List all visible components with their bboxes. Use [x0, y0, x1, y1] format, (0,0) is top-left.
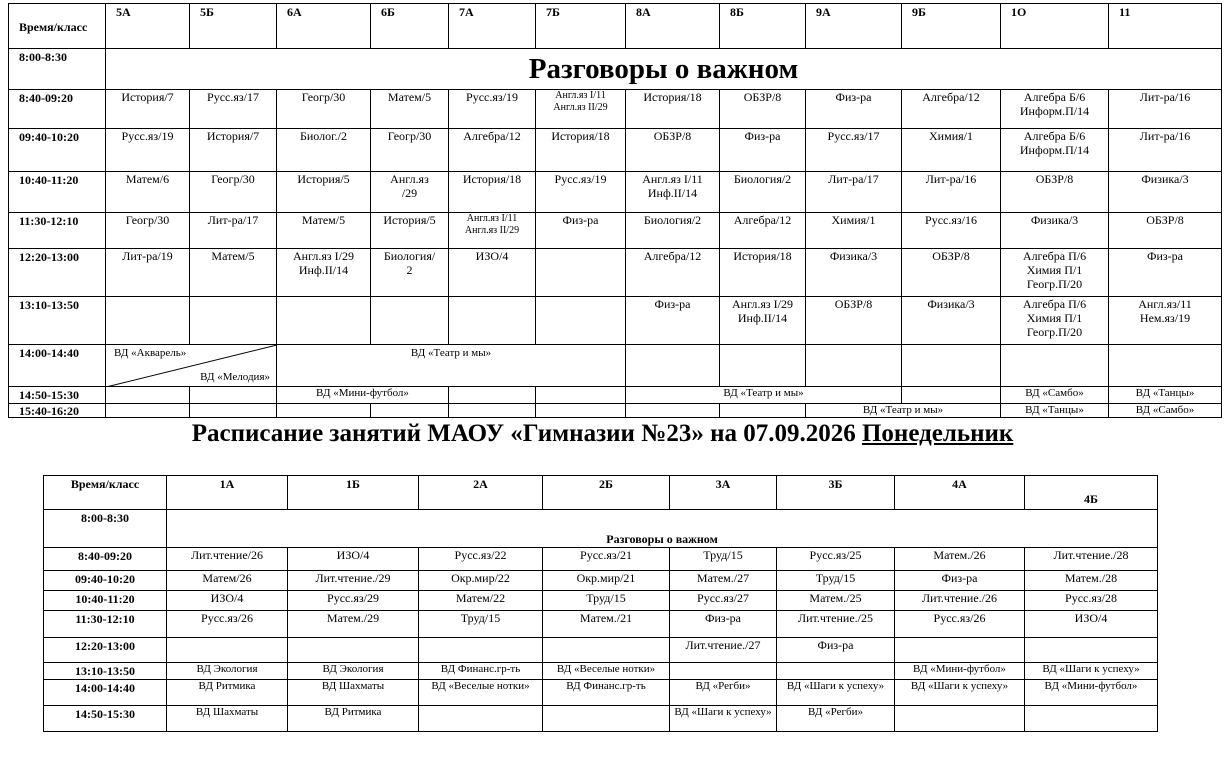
- lesson-cell: Алгебра Б/6 Информ.П/14: [1001, 90, 1109, 129]
- lesson-cell: [536, 249, 626, 297]
- banner-row: [44, 510, 1158, 548]
- lesson-cell: Биология/ 2: [371, 249, 449, 297]
- lesson-row: [9, 90, 1222, 129]
- time-slot: 09:40-10:20: [44, 571, 167, 591]
- banner-razgovory: Разговоры о важном: [106, 49, 1222, 90]
- lesson-cell: ВД «Мини-футбол»: [895, 663, 1025, 680]
- lesson-cell: ВД «Шаги к успеху»: [1025, 663, 1158, 680]
- lesson-cell: ВД Экология: [288, 663, 419, 680]
- class-header: 7А: [449, 4, 536, 49]
- empty-cell: [902, 345, 1001, 387]
- lesson-cell: Русс.яз/25: [777, 548, 895, 571]
- lesson-cell: Алгебра/12: [902, 90, 1001, 129]
- lesson-cell: Алгебра/12: [720, 213, 806, 249]
- lesson-cell: Физ-ра: [1109, 249, 1222, 297]
- class-header: 4Б: [1025, 476, 1158, 510]
- lesson-cell: Лит-ра/17: [190, 213, 277, 249]
- empty-cell: [449, 387, 536, 404]
- lesson-cell: ВД «Веселые нотки»: [419, 680, 543, 706]
- time-slot: 8:00-8:30: [9, 49, 106, 90]
- lesson-cell: Лит.чтение./27: [670, 638, 777, 663]
- lesson-cell: Русс.яз/19: [449, 90, 536, 129]
- time-slot: 10:40-11:20: [9, 172, 106, 213]
- lesson-cell: [1025, 638, 1158, 663]
- lesson-cell: ОБЗР/8: [720, 90, 806, 129]
- lesson-cell: Матем/22: [419, 591, 543, 611]
- lesson-cell: Физ-ра: [895, 571, 1025, 591]
- lesson-cell: Англ.яз I/29 Инф.II/14: [720, 297, 806, 345]
- lesson-cell: [419, 706, 543, 732]
- lesson-cell: Лит-ра/16: [902, 172, 1001, 213]
- empty-cell: [449, 404, 536, 418]
- vd-teatr-cell: [277, 345, 626, 387]
- lesson-cell: Труд/15: [543, 591, 670, 611]
- lesson-cell: Труд/15: [670, 548, 777, 571]
- header-row: [44, 476, 1158, 510]
- vd-teatr: ВД «Театр и мы»: [410, 347, 492, 359]
- lesson-cell: Лит.чтение/26: [167, 548, 288, 571]
- lesson-row: [44, 680, 1158, 706]
- lesson-cell: Геогр/30: [106, 213, 190, 249]
- lesson-cell: Англ.яз I/11 Англ.яз II/29: [536, 90, 626, 129]
- lesson-cell: Матем./26: [895, 548, 1025, 571]
- lesson-row: [9, 297, 1222, 345]
- lesson-cell: Биология/2: [720, 172, 806, 213]
- vd-akvarel: ВД «Акварель»: [114, 347, 187, 359]
- lesson-cell: ИЗО/4: [1025, 611, 1158, 638]
- lesson-cell: История/18: [449, 172, 536, 213]
- lesson-cell: [419, 638, 543, 663]
- lesson-cell: Русс.яз/28: [1025, 591, 1158, 611]
- lesson-cell: Матем./29: [288, 611, 419, 638]
- empty-cell: [626, 404, 720, 418]
- class-header: 5Б: [190, 4, 277, 49]
- vd-sambo: ВД «Самбо»: [1001, 387, 1109, 404]
- page-title: [0, 418, 1205, 450]
- lesson-cell: Алгебра/12: [449, 129, 536, 172]
- lesson-cell: ВД Шахматы: [288, 680, 419, 706]
- time-slot: 11:30-12:10: [9, 213, 106, 249]
- lesson-cell: Химия/1: [806, 213, 902, 249]
- lesson-cell: ИЗО/4: [449, 249, 536, 297]
- empty-cell: [536, 387, 626, 404]
- class-header: 1О: [1001, 4, 1109, 49]
- empty-cell: [626, 345, 720, 387]
- lesson-cell: История/18: [626, 90, 720, 129]
- lesson-cell: ВД «Веселые нотки»: [543, 663, 670, 680]
- lesson-cell: ИЗО/4: [288, 548, 419, 571]
- empty-cell: [720, 404, 806, 418]
- lesson-cell: [777, 663, 895, 680]
- banner-row: [9, 49, 1222, 90]
- lesson-cell: Русс.яз/26: [895, 611, 1025, 638]
- class-header: 6Б: [371, 4, 449, 49]
- lesson-cell: Русс.яз/19: [536, 172, 626, 213]
- lesson-cell: Матем/5: [190, 249, 277, 297]
- lesson-cell: Лит-ра/17: [806, 172, 902, 213]
- lesson-cell: ВД «Шаги к успеху»: [670, 706, 777, 732]
- empty-cell: [1109, 345, 1222, 387]
- empty-cell: [902, 387, 1001, 404]
- lesson-cell: Русс.яз/16: [902, 213, 1001, 249]
- lesson-cell: Русс.яз/29: [288, 591, 419, 611]
- lesson-cell: Матем./28: [1025, 571, 1158, 591]
- vd-melodiya: ВД «Мелодия»: [200, 371, 270, 383]
- corner-header: Время/класс: [44, 476, 167, 510]
- lesson-cell: Русс.яз/17: [806, 129, 902, 172]
- class-header: 1А: [167, 476, 288, 510]
- empty-cell: [190, 404, 277, 418]
- lesson-cell: [895, 638, 1025, 663]
- lesson-cell: [106, 297, 190, 345]
- time-slot: 13:10-13:50: [44, 663, 167, 680]
- lesson-cell: [536, 297, 626, 345]
- class-header: 3Б: [777, 476, 895, 510]
- class-header: 2А: [419, 476, 543, 510]
- lesson-cell: ВД «Регби»: [777, 706, 895, 732]
- class-header: 9А: [806, 4, 902, 49]
- lesson-cell: Окр.мир/22: [419, 571, 543, 591]
- lesson-cell: ВД «Регби»: [670, 680, 777, 706]
- time-slot: 13:10-13:50: [9, 297, 106, 345]
- lesson-cell: ОБЗР/8: [1001, 172, 1109, 213]
- lesson-cell: Матем./21: [543, 611, 670, 638]
- lesson-cell: История/7: [190, 129, 277, 172]
- class-header: 9Б: [902, 4, 1001, 49]
- lesson-cell: ИЗО/4: [167, 591, 288, 611]
- lesson-cell: Лит.чтение./29: [288, 571, 419, 591]
- time-slot: 10:40-11:20: [44, 591, 167, 611]
- class-header: 8А: [626, 4, 720, 49]
- lesson-cell: ОБЗР/8: [902, 249, 1001, 297]
- vd-sambo: ВД «Самбо»: [1109, 404, 1222, 418]
- schedule-table-junior: [43, 475, 1158, 732]
- time-slot: 15:40-16:20: [9, 404, 106, 418]
- time-slot: 11:30-12:10: [44, 611, 167, 638]
- lesson-cell: Труд/15: [419, 611, 543, 638]
- lesson-cell: Русс.яз/26: [167, 611, 288, 638]
- class-header: 4А: [895, 476, 1025, 510]
- lesson-cell: Труд/15: [777, 571, 895, 591]
- lesson-cell: История/5: [371, 213, 449, 249]
- lesson-cell: ВД Финанс.гр-ть: [543, 680, 670, 706]
- lesson-cell: ВД «Шаги к успеху»: [777, 680, 895, 706]
- time-slot: 8:40-09:20: [9, 90, 106, 129]
- lesson-cell: Окр.мир/21: [543, 571, 670, 591]
- lesson-cell: Алгебра Б/6 Информ.П/14: [1001, 129, 1109, 172]
- lessons-body: [9, 90, 1222, 345]
- lesson-cell: [1025, 706, 1158, 732]
- lesson-cell: ВД Ритмика: [288, 706, 419, 732]
- time-slot: 14:00-14:40: [44, 680, 167, 706]
- lesson-cell: ВД Финанс.гр-ть: [419, 663, 543, 680]
- lesson-cell: Англ.яз /29: [371, 172, 449, 213]
- time-slot: 12:20-13:00: [9, 249, 106, 297]
- time-row-1450: [9, 387, 1222, 404]
- class-header: 5А: [106, 4, 190, 49]
- lesson-cell: [449, 297, 536, 345]
- lesson-cell: Физ-ра: [670, 611, 777, 638]
- class-header: 11: [1109, 4, 1222, 49]
- lesson-cell: Русс.яз/22: [419, 548, 543, 571]
- lesson-cell: Русс.яз/21: [543, 548, 670, 571]
- empty-cell: [536, 404, 626, 418]
- lesson-cell: Матем/5: [277, 213, 371, 249]
- lesson-row: [44, 611, 1158, 638]
- lesson-row: [9, 172, 1222, 213]
- lesson-row: [44, 663, 1158, 680]
- lesson-row: [9, 249, 1222, 297]
- lesson-cell: Физ-ра: [626, 297, 720, 345]
- lesson-cell: Алгебра П/6 Химия П/1 Геогр.П/20: [1001, 249, 1109, 297]
- lesson-cell: Физика/3: [806, 249, 902, 297]
- lesson-cell: ОБЗР/8: [806, 297, 902, 345]
- lesson-cell: Лит-ра/16: [1109, 129, 1222, 172]
- lesson-cell: Англ.яз I/29 Инф.II/14: [277, 249, 371, 297]
- lesson-cell: Алгебра/12: [626, 249, 720, 297]
- lesson-cell: Лит.чтение./28: [1025, 548, 1158, 571]
- lesson-cell: Физика/3: [902, 297, 1001, 345]
- lesson-cell: История/7: [106, 90, 190, 129]
- lesson-cell: [670, 663, 777, 680]
- class-header: 2Б: [543, 476, 670, 510]
- lesson-cell: ВД Шахматы: [167, 706, 288, 732]
- lesson-cell: Физ-ра: [777, 638, 895, 663]
- lesson-cell: Русс.яз/27: [670, 591, 777, 611]
- lesson-cell: [277, 297, 371, 345]
- lesson-cell: История/18: [720, 249, 806, 297]
- banner-razgovory: Разговоры о важном: [167, 510, 1158, 548]
- lesson-cell: [167, 638, 288, 663]
- lesson-cell: [190, 297, 277, 345]
- lesson-cell: [371, 297, 449, 345]
- corner-header: Время/класс: [9, 4, 106, 49]
- lesson-cell: ОБЗР/8: [626, 129, 720, 172]
- split-cell-akvarel-melodiya: [106, 345, 277, 387]
- lesson-cell: Англ.яз I/11 Англ.яз II/29: [449, 213, 536, 249]
- lesson-cell: Физ-ра: [720, 129, 806, 172]
- empty-cell: [806, 345, 902, 387]
- time-slot: 8:00-8:30: [44, 510, 167, 548]
- class-header: 3А: [670, 476, 777, 510]
- title-main: Расписание занятий МАОУ «Гимназии №23» на 07.09.2026: [191, 420, 862, 447]
- vd-mini-football: ВД «Мини-футбол»: [277, 387, 449, 404]
- time-slot: 09:40-10:20: [9, 129, 106, 172]
- lesson-cell: Лит-ра/16: [1109, 90, 1222, 129]
- lesson-cell: Матем/26: [167, 571, 288, 591]
- lesson-cell: Матем/6: [106, 172, 190, 213]
- time-slot: 14:50-15:30: [44, 706, 167, 732]
- time-slot: 14:00-14:40: [9, 345, 106, 387]
- lesson-cell: Биология/2: [626, 213, 720, 249]
- class-header: 7Б: [536, 4, 626, 49]
- title-day: Понедельник: [861, 420, 1014, 447]
- lesson-cell: [543, 706, 670, 732]
- class-header: 1Б: [288, 476, 419, 510]
- lesson-cell: Англ.яз/11 Нем.яз/19: [1109, 297, 1222, 345]
- lesson-row: [44, 706, 1158, 732]
- vd-tancy: ВД «Танцы»: [1001, 404, 1109, 418]
- lesson-cell: Физ-ра: [536, 213, 626, 249]
- empty-cell: [720, 345, 806, 387]
- lesson-cell: ВД Ритмика: [167, 680, 288, 706]
- lesson-cell: [288, 638, 419, 663]
- time-row-1400: [9, 345, 1222, 387]
- lesson-cell: Физ-ра: [806, 90, 902, 129]
- empty-cell: [106, 387, 190, 404]
- lesson-cell: Матем./25: [777, 591, 895, 611]
- empty-cell: [371, 404, 449, 418]
- time-slot: 8:40-09:20: [44, 548, 167, 571]
- lessons-body: [44, 548, 1158, 732]
- lesson-row: [44, 548, 1158, 571]
- lesson-cell: Русс.яз/19: [106, 129, 190, 172]
- lesson-cell: Физика/3: [1109, 172, 1222, 213]
- class-header: 6А: [277, 4, 371, 49]
- vd-tancy: ВД «Танцы»: [1109, 387, 1222, 404]
- lesson-cell: История/18: [536, 129, 626, 172]
- lesson-cell: Лит-ра/19: [106, 249, 190, 297]
- lesson-cell: Алгебра П/6 Химия П/1 Геогр.П/20: [1001, 297, 1109, 345]
- vd-teatr: ВД «Театр и мы»: [806, 404, 1001, 418]
- lesson-row: [44, 638, 1158, 663]
- lesson-cell: Геогр/30: [277, 90, 371, 129]
- schedule-table-senior: [8, 3, 1222, 418]
- lesson-cell: [543, 638, 670, 663]
- class-header: 8Б: [720, 4, 806, 49]
- lesson-cell: ВД «Шаги к успеху»: [895, 680, 1025, 706]
- empty-cell: [190, 387, 277, 404]
- lesson-cell: Матем./27: [670, 571, 777, 591]
- lesson-cell: [895, 706, 1025, 732]
- lesson-cell: ВД Экология: [167, 663, 288, 680]
- lesson-row: [44, 571, 1158, 591]
- lesson-cell: ВД «Мини-футбол»: [1025, 680, 1158, 706]
- header-row: [9, 4, 1222, 49]
- lesson-cell: Физика/3: [1001, 213, 1109, 249]
- time-row-1540: [9, 404, 1222, 418]
- lesson-cell: Биолог./2: [277, 129, 371, 172]
- empty-cell: [106, 404, 190, 418]
- lesson-cell: Лит.чтение./26: [895, 591, 1025, 611]
- lesson-cell: Химия/1: [902, 129, 1001, 172]
- lesson-cell: Лит.чтение./25: [777, 611, 895, 638]
- lesson-cell: Геогр/30: [371, 129, 449, 172]
- lesson-row: [44, 591, 1158, 611]
- time-slot: 14:50-15:30: [9, 387, 106, 404]
- empty-cell: [1001, 345, 1109, 387]
- lesson-cell: Русс.яз/17: [190, 90, 277, 129]
- lesson-cell: История/5: [277, 172, 371, 213]
- lesson-row: [9, 129, 1222, 172]
- lesson-cell: ОБЗР/8: [1109, 213, 1222, 249]
- lesson-row: [9, 213, 1222, 249]
- time-slot: 12:20-13:00: [44, 638, 167, 663]
- lesson-cell: Матем/5: [371, 90, 449, 129]
- empty-cell: [277, 404, 371, 418]
- vd-teatr: ВД «Театр и мы»: [626, 387, 902, 404]
- lesson-cell: Геогр/30: [190, 172, 277, 213]
- lesson-cell: Англ.яз I/11 Инф.II/14: [626, 172, 720, 213]
